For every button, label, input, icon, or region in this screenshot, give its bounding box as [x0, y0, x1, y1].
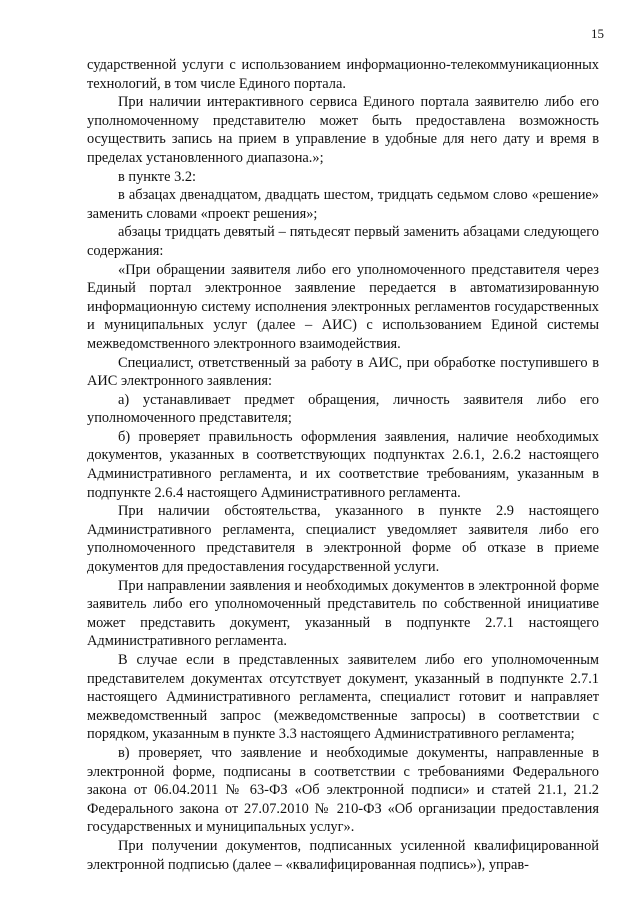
page-number: 15	[591, 26, 604, 41]
paragraph-12: В случае если в представленных заявителем либо его уполномоченным представителем документах отсутствует документ, указанный в подпункте 2.7.1 настоящего Административного регламента, специалист готовит и направляет межведомственный запрос (межведомственные запросы) в соответствии с порядком, указанным в пункте 3.3 настоящего Административного регламента;	[87, 652, 599, 743]
paragraph-9: б) проверяет правильность оформления заявления, наличие необходимых документов, указанных в соответствующих подпунктах 2.6.1, 2.6.2 настоящего Административного регламента, и их соответствие требованиям, указанным в подпункте 2.6.4 настоящего Административного регламента.	[87, 428, 599, 501]
paragraph-10: При наличии обстоятельства, указанного в пункте 2.9 настоящего Административного регламента, специалист уведомляет заявителя либо его уполномоченного представителя в электронной форме об отказе в приеме документов для предоставления государственной услуги.	[87, 503, 599, 576]
paragraph-1: сударственной услуги с использованием информационно-телекоммуникационных технологий, в том числе Единого портала.	[87, 57, 599, 92]
paragraph-14: При получении документов, подписанных усиленной квалифицированной электронной подписью (далее – «квалифицированная подпись»), управ-	[87, 837, 599, 873]
paragraph-4: в абзацах двенадцатом, двадцать шестом, тридцать седьмом слово «решение» заменить словами «проект решения»;	[87, 187, 599, 222]
document-body	[87, 56, 599, 874]
paragraph-6: «При обращении заявителя либо его уполномоченного представителя через Единый портал электронное заявление передается в автоматизированную информационную систему исполнения электронных регламентов государственных и муниципальных услуг (далее – АИС) с использованием Единой системы межведомственного электронного взаимодействия.	[87, 261, 599, 352]
paragraph-8: а) устанавливает предмет обращения, личность заявителя либо его уполномоченного представителя;	[87, 391, 599, 427]
paragraph-11: При направлении заявления и необходимых документов в электронной форме заявитель либо его уполномоченный представитель по собственной инициативе может представить документ, указанный в подпункте 2.7.1 настоящего Административного регламента.	[87, 577, 599, 650]
paragraph-2: При наличии интерактивного сервиса Единого портала заявителю либо его уполномоченному представителю может быть предоставлена возможность осуществить запись на прием в управление в удобные для него дату и время в пределах установленного диапазона.»;	[87, 94, 599, 166]
paragraph-7: Специалист, ответственный за работу в АИС, при обработке поступившего в АИС электронного заявления:	[87, 354, 599, 390]
paragraph-13: в) проверяет, что заявление и необходимые документы, направленные в электронной форме, подписаны в соответствии с требованиями Федерального закона от 06.04.2011 № 63-ФЗ «Об электронной подписи» и статей 21.1, 21.2 Федерального закона от 27.07.2010 № 210-ФЗ «Об организации предоставления государственных и муниципальных услуг».	[87, 744, 599, 836]
paragraph-5: абзацы тридцать девятый – пятьдесят первый заменить абзацами следующего содержания:	[87, 224, 599, 259]
paragraph-3: в пункте 3.2:	[118, 168, 197, 185]
